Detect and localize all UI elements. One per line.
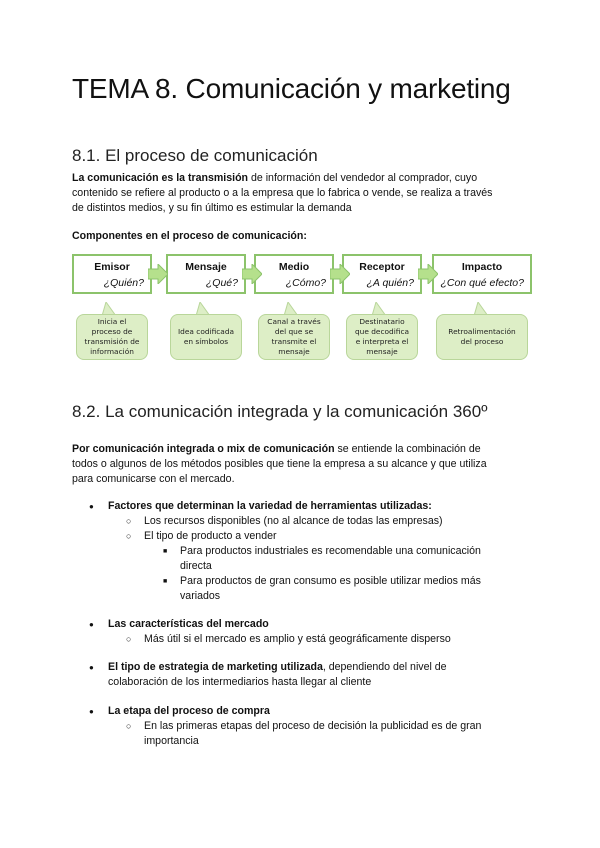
list-item-label: La etapa del proceso de compra: [108, 705, 270, 717]
step-mensaje: [166, 254, 246, 294]
section-heading-8-1: 8.1. El proceso de comunicación: [72, 146, 318, 165]
list-item-text: Para productos de gran consumo es posible utilizar medios más: [180, 575, 481, 587]
list-item-text: colaboración de los intermediarios hasta llegar al cliente: [108, 676, 372, 688]
list-item-label: Las características del mercado: [108, 618, 269, 630]
step-emisor: [72, 254, 152, 294]
step-question: ¿Cómo?: [285, 277, 326, 289]
list-item-text: El tipo de producto a vender: [144, 530, 277, 542]
section1-intro: [72, 171, 522, 216]
step-medio: [254, 254, 334, 294]
intro-text: se entiende la combinación de: [334, 443, 481, 455]
section2-intro: [72, 442, 522, 487]
list-item: [72, 704, 512, 719]
list-item-text: variados: [180, 590, 221, 602]
list-item-text: importancia: [144, 735, 199, 747]
step-title: Mensaje: [185, 261, 227, 273]
arrow-right-icon: [330, 264, 350, 284]
intro-line: contenido se refiere al producto o a la empresa que lo fabrica o vende, se realiza a través: [72, 187, 493, 199]
intro-text: de información del vendedor al comprador, cuyo: [248, 172, 478, 184]
list-item: [72, 499, 512, 514]
step-impacto: [432, 254, 532, 294]
step-title: Emisor: [94, 261, 130, 273]
step-title: Medio: [278, 261, 310, 273]
list-item: [72, 514, 512, 529]
note-mensaje: Idea codificada en símbolos: [170, 314, 242, 360]
section-heading-8-2: 8.2. La comunicación integrada y la comunicación 360º: [72, 402, 488, 421]
step-title: Receptor: [359, 261, 405, 273]
list-item-label: Factores que determinan la variedad de herramientas utilizadas:: [108, 500, 432, 512]
communication-process-diagram: [72, 246, 532, 364]
step-title: Impacto: [461, 261, 503, 273]
list-item-text: Para productos industriales es recomendable una comunicación: [180, 545, 481, 557]
intro-bold: Por comunicación integrada o mix de comunicación: [72, 443, 335, 455]
list-item-text: directa: [180, 560, 212, 572]
page-title: TEMA 8. Comunicación y marketing: [72, 73, 511, 104]
list-item-text: En las primeras etapas del proceso de decisión la publicidad es de gran: [144, 720, 482, 732]
strategy-list: [72, 660, 512, 690]
list-item: [72, 574, 512, 604]
note-receptor: Destinatario que decodifica e interpreta el mensaje: [346, 314, 418, 360]
purchase-list: [72, 704, 512, 749]
list-item-text: , dependiendo del nivel de: [322, 661, 447, 673]
list-item-text: Más útil si el mercado es amplio y está geográficamente disperso: [144, 633, 451, 645]
arrow-right-icon: [418, 264, 438, 284]
step-question: ¿Quién?: [103, 277, 144, 289]
list-item-text: Los recursos disponibles (no al alcance de todas las empresas): [144, 515, 443, 527]
market-list: [72, 617, 512, 647]
components-label: Componentes en el proceso de comunicación:: [72, 230, 307, 242]
step-question: ¿A quién?: [366, 277, 414, 289]
intro-bold: La comunicación es la transmisión: [72, 172, 249, 184]
step-question: ¿Qué?: [205, 277, 238, 289]
list-item: [72, 617, 512, 632]
list-item: [72, 632, 512, 647]
list-item: [72, 660, 512, 690]
intro-line: para comunicarse con el mercado.: [72, 473, 235, 485]
list-item: [72, 544, 512, 574]
arrow-right-icon: [242, 264, 262, 284]
note-medio: Canal a través del que se transmite el mensaje: [258, 314, 330, 360]
list-item: [72, 719, 512, 749]
list-item: [72, 529, 512, 544]
note-impacto: Retroalimentación del proceso: [436, 314, 528, 360]
arrow-right-icon: [148, 264, 168, 284]
step-question: ¿Con qué efecto?: [440, 277, 524, 289]
list-item-label: El tipo de estrategia de marketing utilizada: [108, 661, 323, 673]
note-emisor: Inicia el proceso de transmisión de información: [76, 314, 148, 360]
factors-list: [72, 499, 512, 604]
step-receptor: [342, 254, 422, 294]
intro-line: de distintos medios, y su fin último es estimular la demanda: [72, 202, 352, 214]
intro-line: todos o algunos de los métodos posibles que tiene la empresa a su alcance y que utiliza: [72, 458, 487, 470]
